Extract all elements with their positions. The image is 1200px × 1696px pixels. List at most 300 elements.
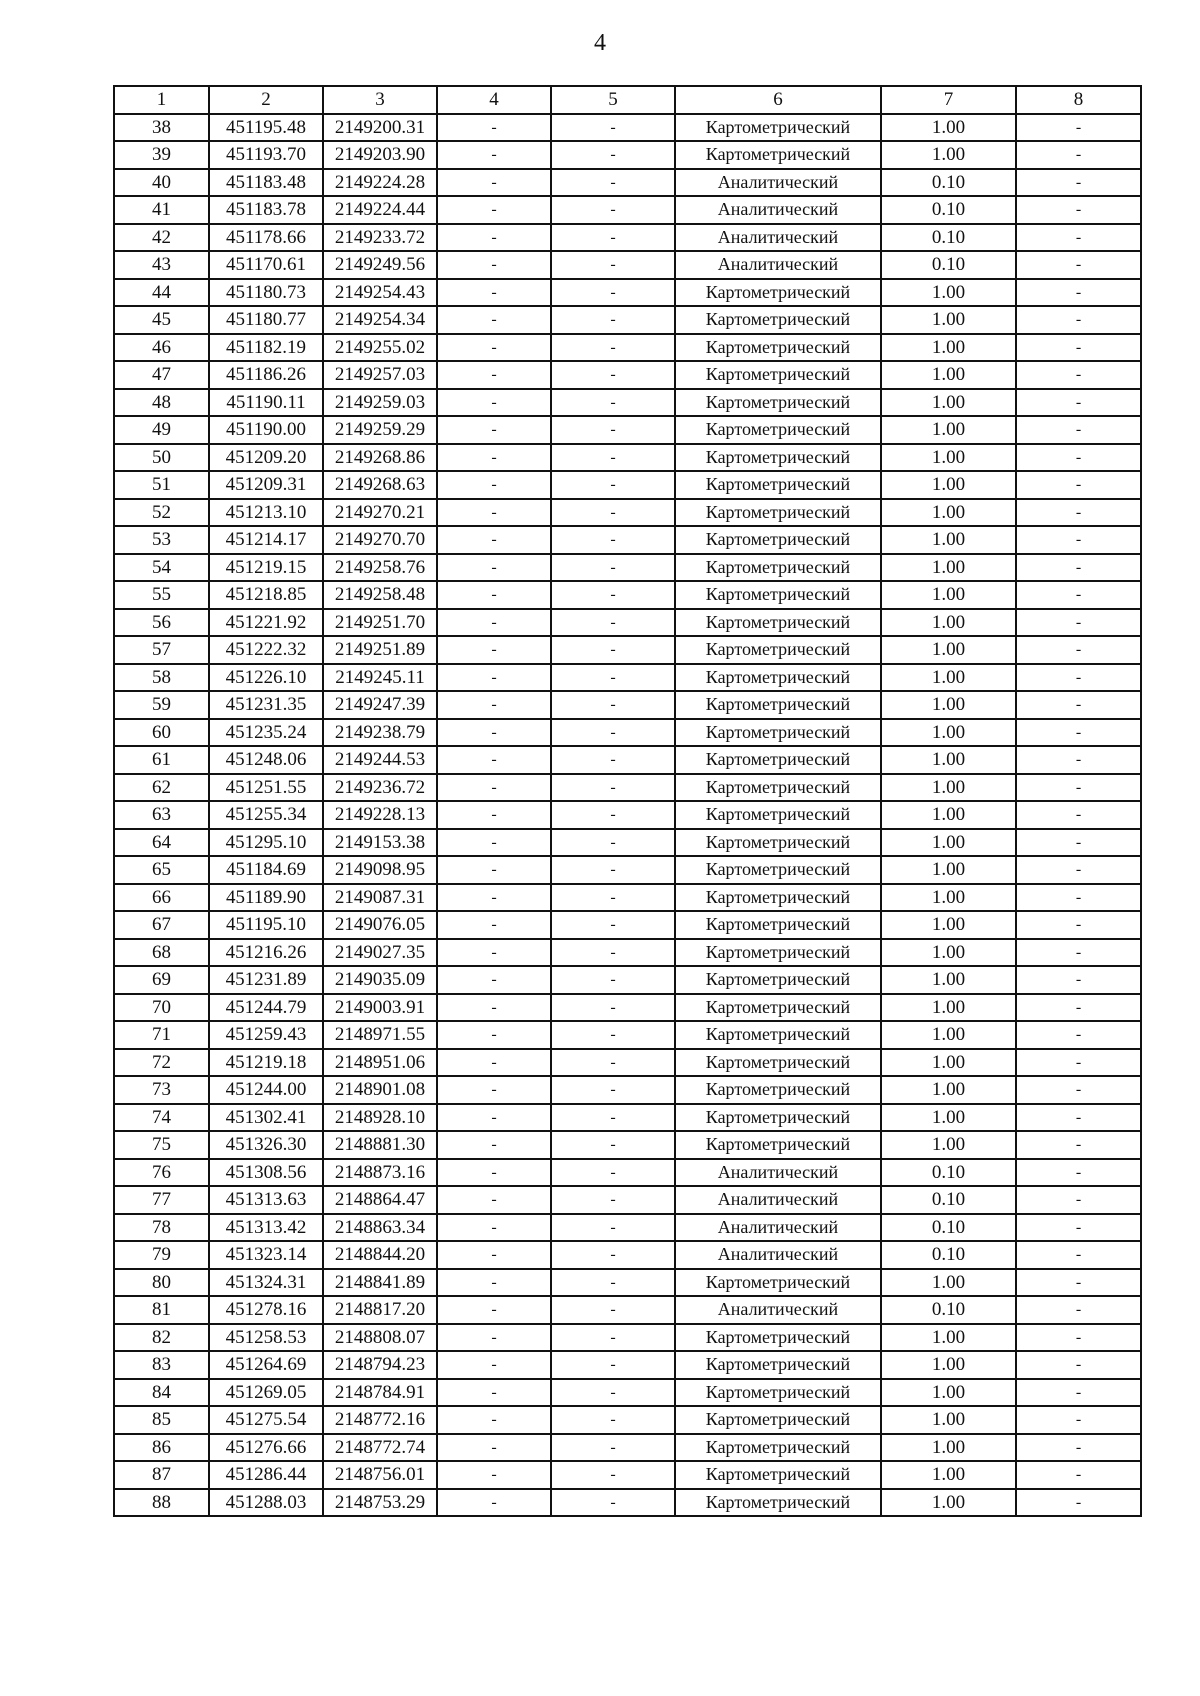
accuracy-cell: 0.10 xyxy=(881,1159,1016,1187)
column-8-cell: - xyxy=(1016,691,1141,719)
column-5-cell: - xyxy=(551,389,675,417)
column-4-cell: - xyxy=(437,884,551,912)
coordinates-table xyxy=(113,85,1142,1517)
point-number-cell: 51 xyxy=(114,471,209,499)
point-number-cell: 68 xyxy=(114,939,209,967)
accuracy-cell: 1.00 xyxy=(881,554,1016,582)
column-8-cell: - xyxy=(1016,636,1141,664)
column-4-cell: - xyxy=(437,1131,551,1159)
y-coordinate-cell: 2148772.74 xyxy=(323,1434,437,1462)
x-coordinate-cell: 451219.15 xyxy=(209,554,323,582)
table-row xyxy=(114,1324,1141,1352)
accuracy-cell: 1.00 xyxy=(881,499,1016,527)
y-coordinate-cell: 2149268.86 xyxy=(323,444,437,472)
column-5-cell: - xyxy=(551,1379,675,1407)
column-5-cell: - xyxy=(551,1021,675,1049)
column-8-cell: - xyxy=(1016,141,1141,169)
column-4-cell: - xyxy=(437,939,551,967)
point-number-cell: 58 xyxy=(114,664,209,692)
column-8-cell: - xyxy=(1016,224,1141,252)
y-coordinate-cell: 2149251.89 xyxy=(323,636,437,664)
y-coordinate-cell: 2149258.76 xyxy=(323,554,437,582)
table-row xyxy=(114,444,1141,472)
column-8-cell: - xyxy=(1016,994,1141,1022)
accuracy-cell: 1.00 xyxy=(881,636,1016,664)
point-number-cell: 60 xyxy=(114,719,209,747)
accuracy-cell: 1.00 xyxy=(881,1131,1016,1159)
method-cell: Картометрический xyxy=(675,1351,881,1379)
x-coordinate-cell: 451178.66 xyxy=(209,224,323,252)
table-row xyxy=(114,1241,1141,1269)
column-4-cell: - xyxy=(437,1351,551,1379)
x-coordinate-cell: 451264.69 xyxy=(209,1351,323,1379)
column-4-cell: - xyxy=(437,1049,551,1077)
method-cell: Картометрический xyxy=(675,884,881,912)
accuracy-cell: 0.10 xyxy=(881,251,1016,279)
accuracy-cell: 1.00 xyxy=(881,719,1016,747)
column-4-cell: - xyxy=(437,444,551,472)
point-number-cell: 67 xyxy=(114,911,209,939)
y-coordinate-cell: 2148844.20 xyxy=(323,1241,437,1269)
table-row xyxy=(114,1076,1141,1104)
column-5-cell: - xyxy=(551,664,675,692)
table-row xyxy=(114,1131,1141,1159)
accuracy-cell: 1.00 xyxy=(881,471,1016,499)
accuracy-cell: 1.00 xyxy=(881,141,1016,169)
column-4-cell: - xyxy=(437,581,551,609)
accuracy-cell: 1.00 xyxy=(881,829,1016,857)
y-coordinate-cell: 2149270.21 xyxy=(323,499,437,527)
x-coordinate-cell: 451180.77 xyxy=(209,306,323,334)
column-5-cell: - xyxy=(551,1104,675,1132)
x-coordinate-cell: 451326.30 xyxy=(209,1131,323,1159)
point-number-cell: 55 xyxy=(114,581,209,609)
table-row xyxy=(114,581,1141,609)
column-8-cell: - xyxy=(1016,251,1141,279)
y-coordinate-cell: 2149268.63 xyxy=(323,471,437,499)
column-8-cell: - xyxy=(1016,389,1141,417)
point-number-cell: 71 xyxy=(114,1021,209,1049)
y-coordinate-cell: 2149258.48 xyxy=(323,581,437,609)
table-row xyxy=(114,306,1141,334)
column-8-cell: - xyxy=(1016,444,1141,472)
column-8-cell: - xyxy=(1016,609,1141,637)
column-5-cell: - xyxy=(551,526,675,554)
column-4-cell: - xyxy=(437,1241,551,1269)
column-8-cell: - xyxy=(1016,884,1141,912)
table-row xyxy=(114,1021,1141,1049)
table-row xyxy=(114,801,1141,829)
accuracy-cell: 0.10 xyxy=(881,1241,1016,1269)
column-8-cell: - xyxy=(1016,334,1141,362)
column-4-cell: - xyxy=(437,1461,551,1489)
column-8-cell: - xyxy=(1016,1104,1141,1132)
y-coordinate-cell: 2148817.20 xyxy=(323,1296,437,1324)
point-number-cell: 83 xyxy=(114,1351,209,1379)
table-row xyxy=(114,829,1141,857)
point-number-cell: 84 xyxy=(114,1379,209,1407)
column-5-cell: - xyxy=(551,994,675,1022)
x-coordinate-cell: 451323.14 xyxy=(209,1241,323,1269)
column-4-cell: - xyxy=(437,966,551,994)
method-cell: Картометрический xyxy=(675,389,881,417)
column-4-cell: - xyxy=(437,471,551,499)
column-4-cell: - xyxy=(437,719,551,747)
table-row xyxy=(114,279,1141,307)
x-coordinate-cell: 451295.10 xyxy=(209,829,323,857)
column-8-cell: - xyxy=(1016,664,1141,692)
column-8-cell: - xyxy=(1016,196,1141,224)
y-coordinate-cell: 2149087.31 xyxy=(323,884,437,912)
x-coordinate-cell: 451269.05 xyxy=(209,1379,323,1407)
method-cell: Картометрический xyxy=(675,1269,881,1297)
point-number-cell: 73 xyxy=(114,1076,209,1104)
table-row xyxy=(114,114,1141,142)
method-cell: Картометрический xyxy=(675,609,881,637)
x-coordinate-cell: 451288.03 xyxy=(209,1489,323,1517)
method-cell: Аналитический xyxy=(675,196,881,224)
column-8-cell: - xyxy=(1016,1159,1141,1187)
column-4-cell: - xyxy=(437,1324,551,1352)
y-coordinate-cell: 2148901.08 xyxy=(323,1076,437,1104)
x-coordinate-cell: 451313.42 xyxy=(209,1214,323,1242)
x-coordinate-cell: 451218.85 xyxy=(209,581,323,609)
x-coordinate-cell: 451286.44 xyxy=(209,1461,323,1489)
x-coordinate-cell: 451278.16 xyxy=(209,1296,323,1324)
point-number-cell: 54 xyxy=(114,554,209,582)
point-number-cell: 77 xyxy=(114,1186,209,1214)
column-8-cell: - xyxy=(1016,361,1141,389)
column-5-cell: - xyxy=(551,1241,675,1269)
x-coordinate-cell: 451170.61 xyxy=(209,251,323,279)
column-5-cell: - xyxy=(551,746,675,774)
column-4-cell: - xyxy=(437,279,551,307)
column-5-cell: - xyxy=(551,1434,675,1462)
column-5-cell: - xyxy=(551,251,675,279)
table-row xyxy=(114,664,1141,692)
column-4-cell: - xyxy=(437,1076,551,1104)
table-row xyxy=(114,334,1141,362)
accuracy-cell: 1.00 xyxy=(881,114,1016,142)
x-coordinate-cell: 451255.34 xyxy=(209,801,323,829)
point-number-cell: 39 xyxy=(114,141,209,169)
y-coordinate-cell: 2149203.90 xyxy=(323,141,437,169)
x-coordinate-cell: 451183.78 xyxy=(209,196,323,224)
column-5-cell: - xyxy=(551,1461,675,1489)
method-cell: Картометрический xyxy=(675,1379,881,1407)
column-4-cell: - xyxy=(437,994,551,1022)
accuracy-cell: 1.00 xyxy=(881,1461,1016,1489)
accuracy-cell: 1.00 xyxy=(881,884,1016,912)
point-number-cell: 75 xyxy=(114,1131,209,1159)
accuracy-cell: 1.00 xyxy=(881,581,1016,609)
method-cell: Картометрический xyxy=(675,1076,881,1104)
y-coordinate-cell: 2149249.56 xyxy=(323,251,437,279)
column-8-cell: - xyxy=(1016,581,1141,609)
y-coordinate-cell: 2149200.31 xyxy=(323,114,437,142)
method-cell: Картометрический xyxy=(675,334,881,362)
point-number-cell: 45 xyxy=(114,306,209,334)
table-row xyxy=(114,169,1141,197)
x-coordinate-cell: 451183.48 xyxy=(209,169,323,197)
column-header-1: 1 xyxy=(114,86,209,114)
method-cell: Аналитический xyxy=(675,169,881,197)
x-coordinate-cell: 451302.41 xyxy=(209,1104,323,1132)
x-coordinate-cell: 451195.48 xyxy=(209,114,323,142)
accuracy-cell: 0.10 xyxy=(881,169,1016,197)
column-4-cell: - xyxy=(437,829,551,857)
point-number-cell: 48 xyxy=(114,389,209,417)
column-4-cell: - xyxy=(437,196,551,224)
column-5-cell: - xyxy=(551,224,675,252)
method-cell: Картометрический xyxy=(675,279,881,307)
point-number-cell: 70 xyxy=(114,994,209,1022)
y-coordinate-cell: 2148971.55 xyxy=(323,1021,437,1049)
table-row xyxy=(114,224,1141,252)
column-8-cell: - xyxy=(1016,1186,1141,1214)
column-4-cell: - xyxy=(437,801,551,829)
column-5-cell: - xyxy=(551,911,675,939)
method-cell: Картометрический xyxy=(675,1104,881,1132)
table-row xyxy=(114,526,1141,554)
y-coordinate-cell: 2149257.03 xyxy=(323,361,437,389)
column-4-cell: - xyxy=(437,554,551,582)
column-4-cell: - xyxy=(437,1104,551,1132)
column-5-cell: - xyxy=(551,609,675,637)
point-number-cell: 63 xyxy=(114,801,209,829)
column-8-cell: - xyxy=(1016,114,1141,142)
point-number-cell: 53 xyxy=(114,526,209,554)
x-coordinate-cell: 451214.17 xyxy=(209,526,323,554)
y-coordinate-cell: 2149244.53 xyxy=(323,746,437,774)
column-5-cell: - xyxy=(551,636,675,664)
column-header-4: 4 xyxy=(437,86,551,114)
column-5-cell: - xyxy=(551,306,675,334)
table-row xyxy=(114,389,1141,417)
column-4-cell: - xyxy=(437,1489,551,1517)
point-number-cell: 88 xyxy=(114,1489,209,1517)
column-8-cell: - xyxy=(1016,829,1141,857)
column-8-cell: - xyxy=(1016,306,1141,334)
x-coordinate-cell: 451190.00 xyxy=(209,416,323,444)
y-coordinate-cell: 2149259.03 xyxy=(323,389,437,417)
y-coordinate-cell: 2148928.10 xyxy=(323,1104,437,1132)
y-coordinate-cell: 2148784.91 xyxy=(323,1379,437,1407)
y-coordinate-cell: 2149035.09 xyxy=(323,966,437,994)
accuracy-cell: 1.00 xyxy=(881,279,1016,307)
y-coordinate-cell: 2148881.30 xyxy=(323,1131,437,1159)
method-cell: Картометрический xyxy=(675,746,881,774)
accuracy-cell: 1.00 xyxy=(881,1489,1016,1517)
column-header-3: 3 xyxy=(323,86,437,114)
y-coordinate-cell: 2148756.01 xyxy=(323,1461,437,1489)
table-row xyxy=(114,1159,1141,1187)
method-cell: Картометрический xyxy=(675,636,881,664)
point-number-cell: 56 xyxy=(114,609,209,637)
table-row xyxy=(114,719,1141,747)
table-row xyxy=(114,966,1141,994)
x-coordinate-cell: 451213.10 xyxy=(209,499,323,527)
table-row xyxy=(114,636,1141,664)
y-coordinate-cell: 2149228.13 xyxy=(323,801,437,829)
column-8-cell: - xyxy=(1016,416,1141,444)
column-4-cell: - xyxy=(437,636,551,664)
x-coordinate-cell: 451222.32 xyxy=(209,636,323,664)
y-coordinate-cell: 2149254.34 xyxy=(323,306,437,334)
accuracy-cell: 1.00 xyxy=(881,306,1016,334)
column-4-cell: - xyxy=(437,1021,551,1049)
accuracy-cell: 1.00 xyxy=(881,1351,1016,1379)
column-5-cell: - xyxy=(551,471,675,499)
column-5-cell: - xyxy=(551,939,675,967)
table-row xyxy=(114,1104,1141,1132)
accuracy-cell: 1.00 xyxy=(881,939,1016,967)
accuracy-cell: 1.00 xyxy=(881,801,1016,829)
method-cell: Картометрический xyxy=(675,306,881,334)
column-4-cell: - xyxy=(437,499,551,527)
column-5-cell: - xyxy=(551,361,675,389)
table-row xyxy=(114,1269,1141,1297)
column-5-cell: - xyxy=(551,856,675,884)
point-number-cell: 76 xyxy=(114,1159,209,1187)
column-5-cell: - xyxy=(551,1131,675,1159)
method-cell: Картометрический xyxy=(675,471,881,499)
accuracy-cell: 1.00 xyxy=(881,609,1016,637)
column-4-cell: - xyxy=(437,306,551,334)
point-number-cell: 41 xyxy=(114,196,209,224)
y-coordinate-cell: 2149098.95 xyxy=(323,856,437,884)
column-4-cell: - xyxy=(437,416,551,444)
x-coordinate-cell: 451190.11 xyxy=(209,389,323,417)
column-4-cell: - xyxy=(437,334,551,362)
column-5-cell: - xyxy=(551,141,675,169)
column-8-cell: - xyxy=(1016,1021,1141,1049)
point-number-cell: 66 xyxy=(114,884,209,912)
accuracy-cell: 0.10 xyxy=(881,1214,1016,1242)
column-4-cell: - xyxy=(437,224,551,252)
column-4-cell: - xyxy=(437,526,551,554)
column-5-cell: - xyxy=(551,499,675,527)
method-cell: Картометрический xyxy=(675,664,881,692)
y-coordinate-cell: 2149270.70 xyxy=(323,526,437,554)
y-coordinate-cell: 2149224.28 xyxy=(323,169,437,197)
column-5-cell: - xyxy=(551,966,675,994)
column-8-cell: - xyxy=(1016,499,1141,527)
point-number-cell: 65 xyxy=(114,856,209,884)
accuracy-cell: 1.00 xyxy=(881,1076,1016,1104)
table-header-row xyxy=(114,86,1141,114)
accuracy-cell: 1.00 xyxy=(881,911,1016,939)
y-coordinate-cell: 2148841.89 xyxy=(323,1269,437,1297)
column-header-6: 6 xyxy=(675,86,881,114)
column-5-cell: - xyxy=(551,334,675,362)
accuracy-cell: 1.00 xyxy=(881,389,1016,417)
column-4-cell: - xyxy=(437,389,551,417)
method-cell: Картометрический xyxy=(675,966,881,994)
table-row xyxy=(114,1461,1141,1489)
method-cell: Картометрический xyxy=(675,1049,881,1077)
point-number-cell: 47 xyxy=(114,361,209,389)
column-5-cell: - xyxy=(551,1324,675,1352)
table-row xyxy=(114,609,1141,637)
point-number-cell: 42 xyxy=(114,224,209,252)
table-row xyxy=(114,554,1141,582)
table-row xyxy=(114,856,1141,884)
method-cell: Картометрический xyxy=(675,416,881,444)
y-coordinate-cell: 2148873.16 xyxy=(323,1159,437,1187)
point-number-cell: 61 xyxy=(114,746,209,774)
column-5-cell: - xyxy=(551,1406,675,1434)
column-8-cell: - xyxy=(1016,1131,1141,1159)
table-row xyxy=(114,1379,1141,1407)
column-5-cell: - xyxy=(551,554,675,582)
column-8-cell: - xyxy=(1016,1076,1141,1104)
column-5-cell: - xyxy=(551,884,675,912)
y-coordinate-cell: 2148951.06 xyxy=(323,1049,437,1077)
column-4-cell: - xyxy=(437,361,551,389)
accuracy-cell: 1.00 xyxy=(881,361,1016,389)
point-number-cell: 82 xyxy=(114,1324,209,1352)
x-coordinate-cell: 451231.89 xyxy=(209,966,323,994)
column-5-cell: - xyxy=(551,1159,675,1187)
x-coordinate-cell: 451226.10 xyxy=(209,664,323,692)
column-8-cell: - xyxy=(1016,774,1141,802)
table-row xyxy=(114,1296,1141,1324)
column-8-cell: - xyxy=(1016,1214,1141,1242)
x-coordinate-cell: 451276.66 xyxy=(209,1434,323,1462)
x-coordinate-cell: 451193.70 xyxy=(209,141,323,169)
x-coordinate-cell: 451219.18 xyxy=(209,1049,323,1077)
column-header-7: 7 xyxy=(881,86,1016,114)
column-8-cell: - xyxy=(1016,1241,1141,1269)
column-8-cell: - xyxy=(1016,1269,1141,1297)
column-header-2: 2 xyxy=(209,86,323,114)
x-coordinate-cell: 451184.69 xyxy=(209,856,323,884)
table-row xyxy=(114,884,1141,912)
x-coordinate-cell: 451324.31 xyxy=(209,1269,323,1297)
accuracy-cell: 1.00 xyxy=(881,1379,1016,1407)
accuracy-cell: 1.00 xyxy=(881,1269,1016,1297)
y-coordinate-cell: 2149259.29 xyxy=(323,416,437,444)
table-row xyxy=(114,471,1141,499)
y-coordinate-cell: 2148863.34 xyxy=(323,1214,437,1242)
point-number-cell: 40 xyxy=(114,169,209,197)
column-8-cell: - xyxy=(1016,1324,1141,1352)
x-coordinate-cell: 451180.73 xyxy=(209,279,323,307)
point-number-cell: 79 xyxy=(114,1241,209,1269)
column-4-cell: - xyxy=(437,1379,551,1407)
y-coordinate-cell: 2149153.38 xyxy=(323,829,437,857)
y-coordinate-cell: 2149254.43 xyxy=(323,279,437,307)
table-row xyxy=(114,994,1141,1022)
x-coordinate-cell: 451313.63 xyxy=(209,1186,323,1214)
method-cell: Картометрический xyxy=(675,499,881,527)
accuracy-cell: 0.10 xyxy=(881,196,1016,224)
y-coordinate-cell: 2149233.72 xyxy=(323,224,437,252)
column-8-cell: - xyxy=(1016,1461,1141,1489)
x-coordinate-cell: 451258.53 xyxy=(209,1324,323,1352)
method-cell: Картометрический xyxy=(675,1021,881,1049)
point-number-cell: 38 xyxy=(114,114,209,142)
column-4-cell: - xyxy=(437,1186,551,1214)
method-cell: Картометрический xyxy=(675,1434,881,1462)
column-8-cell: - xyxy=(1016,1351,1141,1379)
x-coordinate-cell: 451216.26 xyxy=(209,939,323,967)
y-coordinate-cell: 2149224.44 xyxy=(323,196,437,224)
accuracy-cell: 1.00 xyxy=(881,746,1016,774)
column-5-cell: - xyxy=(551,1269,675,1297)
method-cell: Картометрический xyxy=(675,361,881,389)
